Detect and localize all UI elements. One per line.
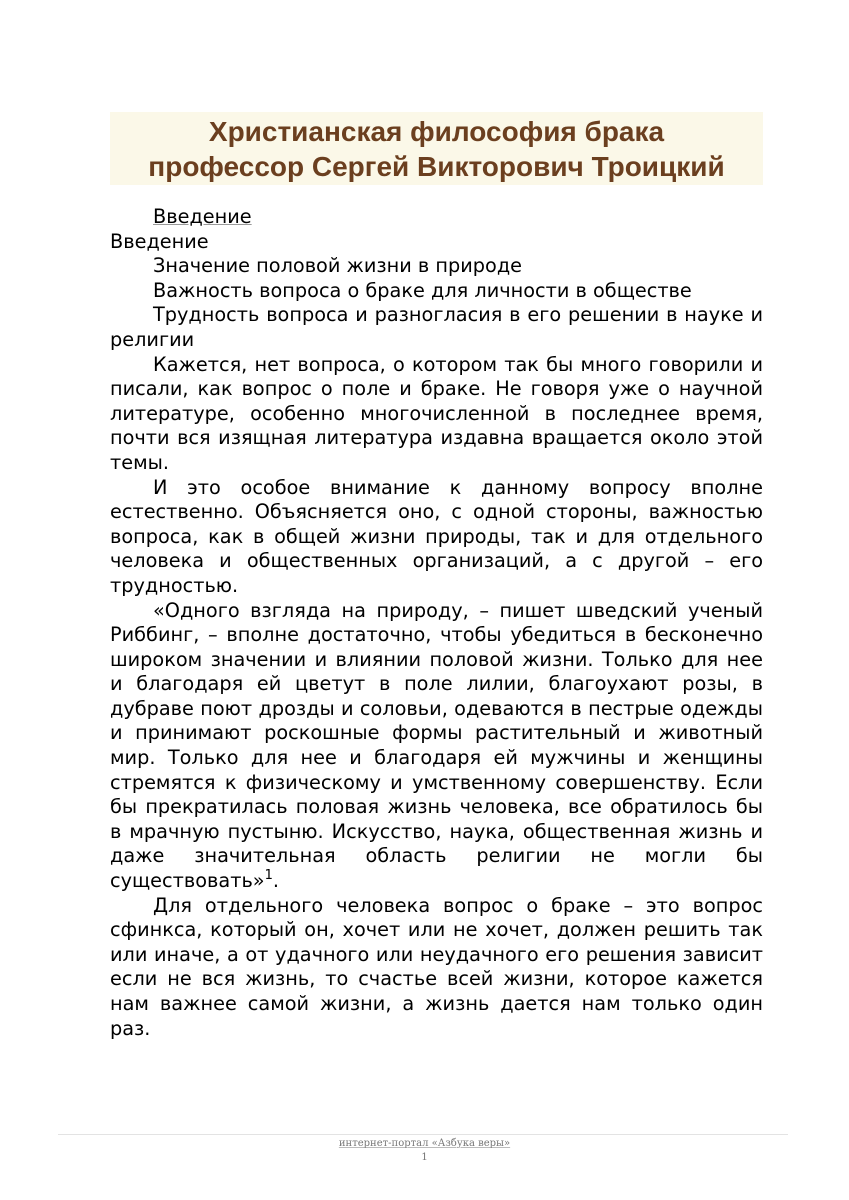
document-page	[110, 112, 763, 1041]
document-content	[110, 205, 763, 1041]
subheading-1: Значение половой жизни в природе	[153, 254, 523, 278]
title-line-1: Христианская философия брака	[208, 116, 665, 147]
footer-portal-link[interactable]: интернет-портал «Азбука веры»	[338, 1138, 511, 1149]
footer-divider	[58, 1134, 788, 1135]
title-line-2: профессор Сергей Викторович Троицкий	[148, 151, 725, 182]
paragraph-3	[110, 599, 763, 894]
footnote-link[interactable]: 1	[264, 868, 273, 884]
subheading-3: Трудность вопроса и разногласия в его решении в науке и религии	[110, 303, 763, 351]
paragraph-4: Для отдельного человека вопрос о браке – это вопрос сфинкса, который он, хочет или не хочет, должен решить так или иначе, а от удачного или неудачного его решения зависит если не вся жизнь, то счастье всей жизни, которое кажется нам важнее самой жизни, а жизнь дается нам только один раз.	[110, 893, 763, 1040]
paragraph-3-text: «Одного взгляда на природу, – пишет шведский ученый Риббинг, – вполне достаточно, чтобы убедиться в бесконечно широком значении и влиянии половой жизни. Только для нее и благодаря ей цветут в поле лилии, благоухают розы, в дубраве поют дрозды и соловьи, одеваются в пестрые одежды и принимают роскошные формы растительный и животный мир. Только для нее и благодаря ей мужчины и женщины стремятся к физическому и умственному совершенству. Если бы прекратилась половая жизнь человека, все обратилось бы в мрачную пустыню. Искусство, наука, общественная жизнь и даже значительная область религии не могли бы существовать»	[110, 598, 763, 893]
document-title	[110, 112, 763, 185]
page-number: 1	[421, 1152, 428, 1163]
footer	[0, 1137, 849, 1150]
toc-entry	[110, 205, 763, 230]
paragraph-2: И это особое внимание к данному вопросу вполне естественно. Объясняется оно, с одной стороны, важностью вопроса, как в общей жизни природы, так и для отдельного человека и общественных организаций, а с другой – его трудностью.	[110, 475, 763, 597]
toc-link-introduction[interactable]: Введение	[153, 205, 252, 228]
paragraph-3-tail: .	[272, 869, 280, 893]
paragraph-1: Кажется, нет вопроса, о котором так бы много говорили и писали, как вопрос о поле и браке. Не говоря уже о научной литературе, особенно многочисленной в последнее время, почти вся изящная литература издавна вращается около этой темы.	[110, 352, 763, 474]
section-heading: Введение	[110, 229, 209, 253]
subheading-2: Важность вопроса о браке для личности в обществе	[153, 278, 692, 302]
